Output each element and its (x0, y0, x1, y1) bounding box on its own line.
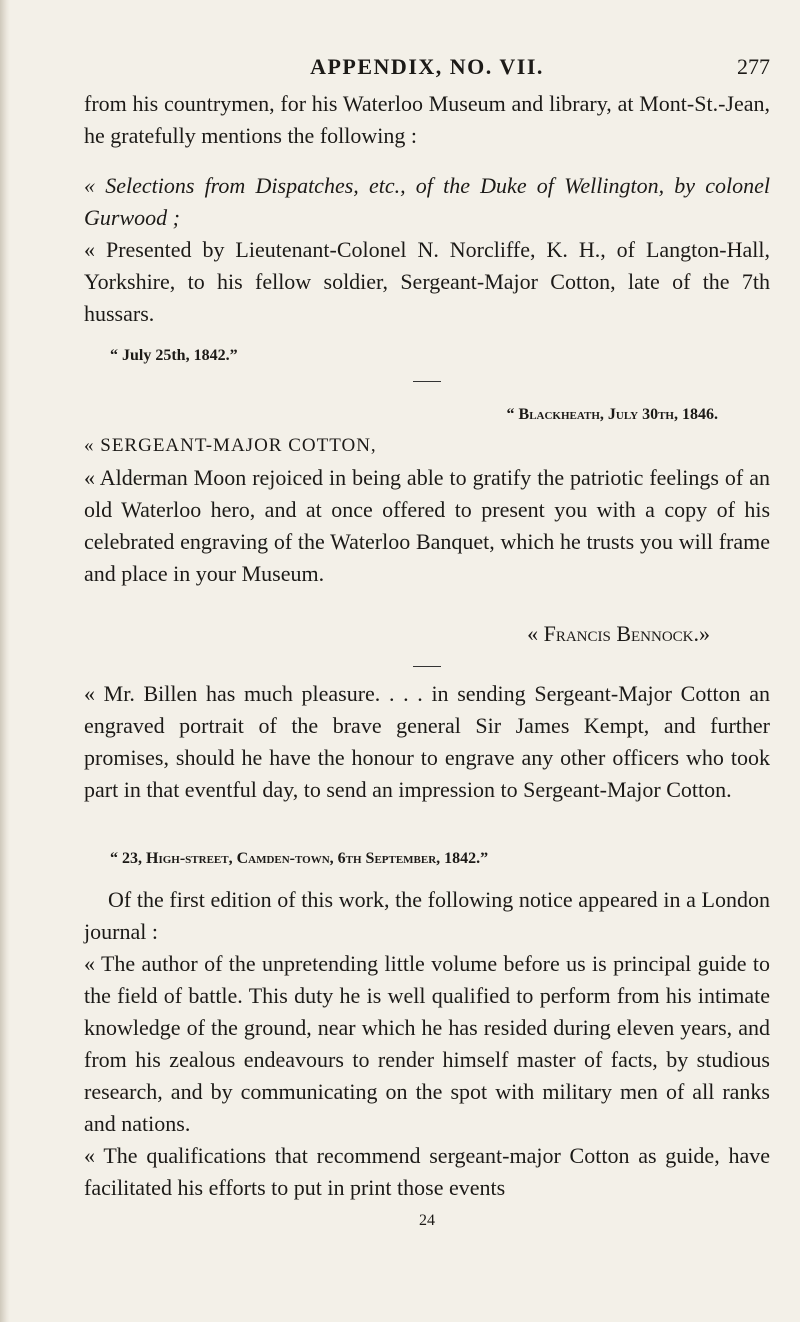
paragraph-8 (84, 1140, 770, 1204)
paragraph-7 (84, 948, 770, 1140)
letter-salutation-text: « SERGEANT-MAJOR COTTON, (84, 435, 377, 456)
book-page (84, 0, 770, 1322)
section-rule-1 (413, 381, 441, 382)
page-header (84, 54, 770, 84)
page-number: 277 (737, 54, 770, 79)
journal-notice-text: « The author of the unpretending little volume before us is principal guide to the field of battle. This duty he is well qualified to perform from his intimate knowledge of the ground, near which he has resided during eleven years, and from his zealous endeavours to render himself master of facts, by studious research, and by communicating on the spot with military men of all ranks and nations. (84, 951, 770, 1136)
billen-notice-text: « Mr. Billen has much pleasure. . . . in sending Sergeant-Major Cotton an engraved portrait of the brave general Sir James Kempt, and further promises, should he have the honour to engrave any other officers who took part in that eventful day, to send an impression to Sergeant-Major Cotton. (84, 681, 770, 802)
billen-dateline-text: “ 23, High-street, Camden-town, 6th September, 1842.” (110, 850, 489, 867)
running-head: APPENDIX, NO. VII. (310, 54, 544, 79)
paragraph-5 (84, 678, 770, 806)
presentation-inscription: « Presented by Lieutenant-Colonel N. Norcliffe, K. H., of Langton-Hall, Yorkshire, to his fellow soldier, Sergeant-Major Cotton, late of the 7th hussars. (84, 237, 770, 326)
journal-notice-continued: « The qualifications that recommend sergeant-major Cotton as guide, have facilitated his efforts to put in print those events (84, 1143, 770, 1200)
letter-signature-text: « Francis Bennock.» (527, 621, 710, 646)
first-edition-intro: Of the first edition of this work, the following notice appeared in a London journal : (84, 887, 770, 944)
letter-salutation (84, 430, 770, 462)
letter-body-text: « Alderman Moon rejoiced in being able to gratify the patriotic feelings of an old Waterloo hero, and at once offered to present you with a copy of his celebrated engraving of the Waterloo Banquet, which he trusts you will frame and place in your Museum. (84, 465, 770, 586)
signature-mark: 24 (419, 1212, 435, 1229)
letter-dateline (84, 404, 770, 426)
paragraph-1 (84, 88, 770, 152)
section-rule-2 (413, 666, 441, 667)
inscription-date (84, 345, 770, 367)
letter-dateline-text: “ Blackheath, July 30th, 1846. (506, 406, 718, 423)
inscription-date-text: “ July 25th, 1842.” (110, 347, 238, 364)
letter-signature (84, 618, 770, 650)
book-title-citation: « Selections from Dispatches, etc., of the Duke of Wellington, by colonel Gurwood ; (84, 173, 770, 230)
paragraph-3 (84, 234, 770, 330)
paragraph-2 (84, 170, 770, 234)
billen-dateline (84, 848, 770, 870)
paragraph-6 (84, 884, 770, 948)
page-edge-shadow (0, 0, 10, 1322)
letter-body (84, 462, 770, 590)
paragraph-1-text: from his countrymen, for his Waterloo Museum and library, at Mont-St.-Jean, he gratefully mentions the following : (84, 91, 770, 148)
